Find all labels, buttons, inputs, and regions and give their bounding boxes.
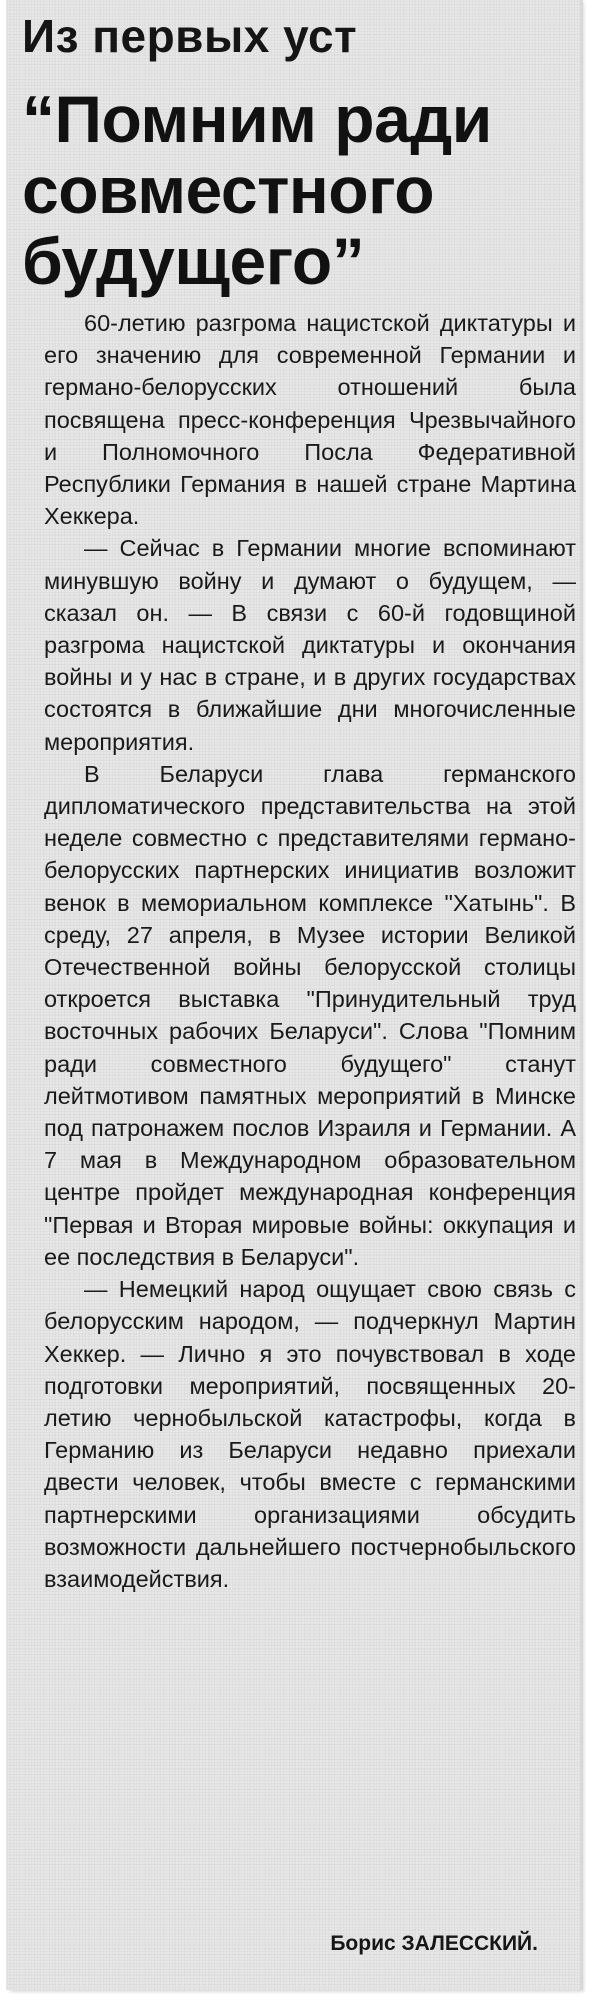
article-paragraph: 60-летию разгрома нацистской диктатуры и его значению для современной Германии и германо-белорусских отношений была посвящена пресс-конференция Чрезвычайного и Полномочного Посла Федеративной Республики Германия в нашей стране Мартина Хеккера. — [44, 310, 576, 530]
author-byline: Борис ЗАЛЕССКИЙ. — [330, 1932, 538, 1955]
article-paragraph: В Беларуси глава германского дипломатического представительства на этой неделе совместно с представителями германо-белорусских партнерских инициатив возложит венок в мемориальном комплексе "Хатынь". В среду, 27 апреля, в Музее истории Великой Отечественной войны белорусской столицы откроется выставка "Принудительный труд восточных рабочих Беларуси". Слова "Помним ради совместного будущего" станут лейтмотивом памятных мероприятий в Минске под патронажем послов Израиля и Германии. А 7 мая в Международном образовательном центре пройдет международная конференция "Первая и Вторая мировые войны: оккупация и ее последствия в Беларуси". — [44, 760, 576, 1270]
rubric-heading: Из первых уст — [22, 10, 358, 62]
newspaper-clipping — [6, 0, 580, 1990]
article-body — [44, 307, 576, 1595]
article-title: “Помним ради совместного будущего” — [22, 82, 492, 298]
article-paragraph: — Сейчас в Германии многие вспоминают минувшую войну и думают о будущем, — сказал он. — В связи с 60-й годовщиной разгрома нацистской диктатуры и окончания войны и у нас в стране, и в других государствах состоятся в ближайшие дни многочисленные мероприятия. — [44, 535, 576, 755]
article-paragraph: — Немецкий народ ощущает свою связь с белорусским народом, — подчеркнул Мартин Хеккер. — Лично я это почувствовал в ходе подготовки мероприятий, посвященных 20-летию чернобыльской катастрофы, когда в Германию из Беларуси недавно приехали двести человек, чтобы вместе с германскими партнерскими организациями обсудить возможности дальнейшего постчернобыльского взаимодействия. — [44, 1276, 576, 1592]
